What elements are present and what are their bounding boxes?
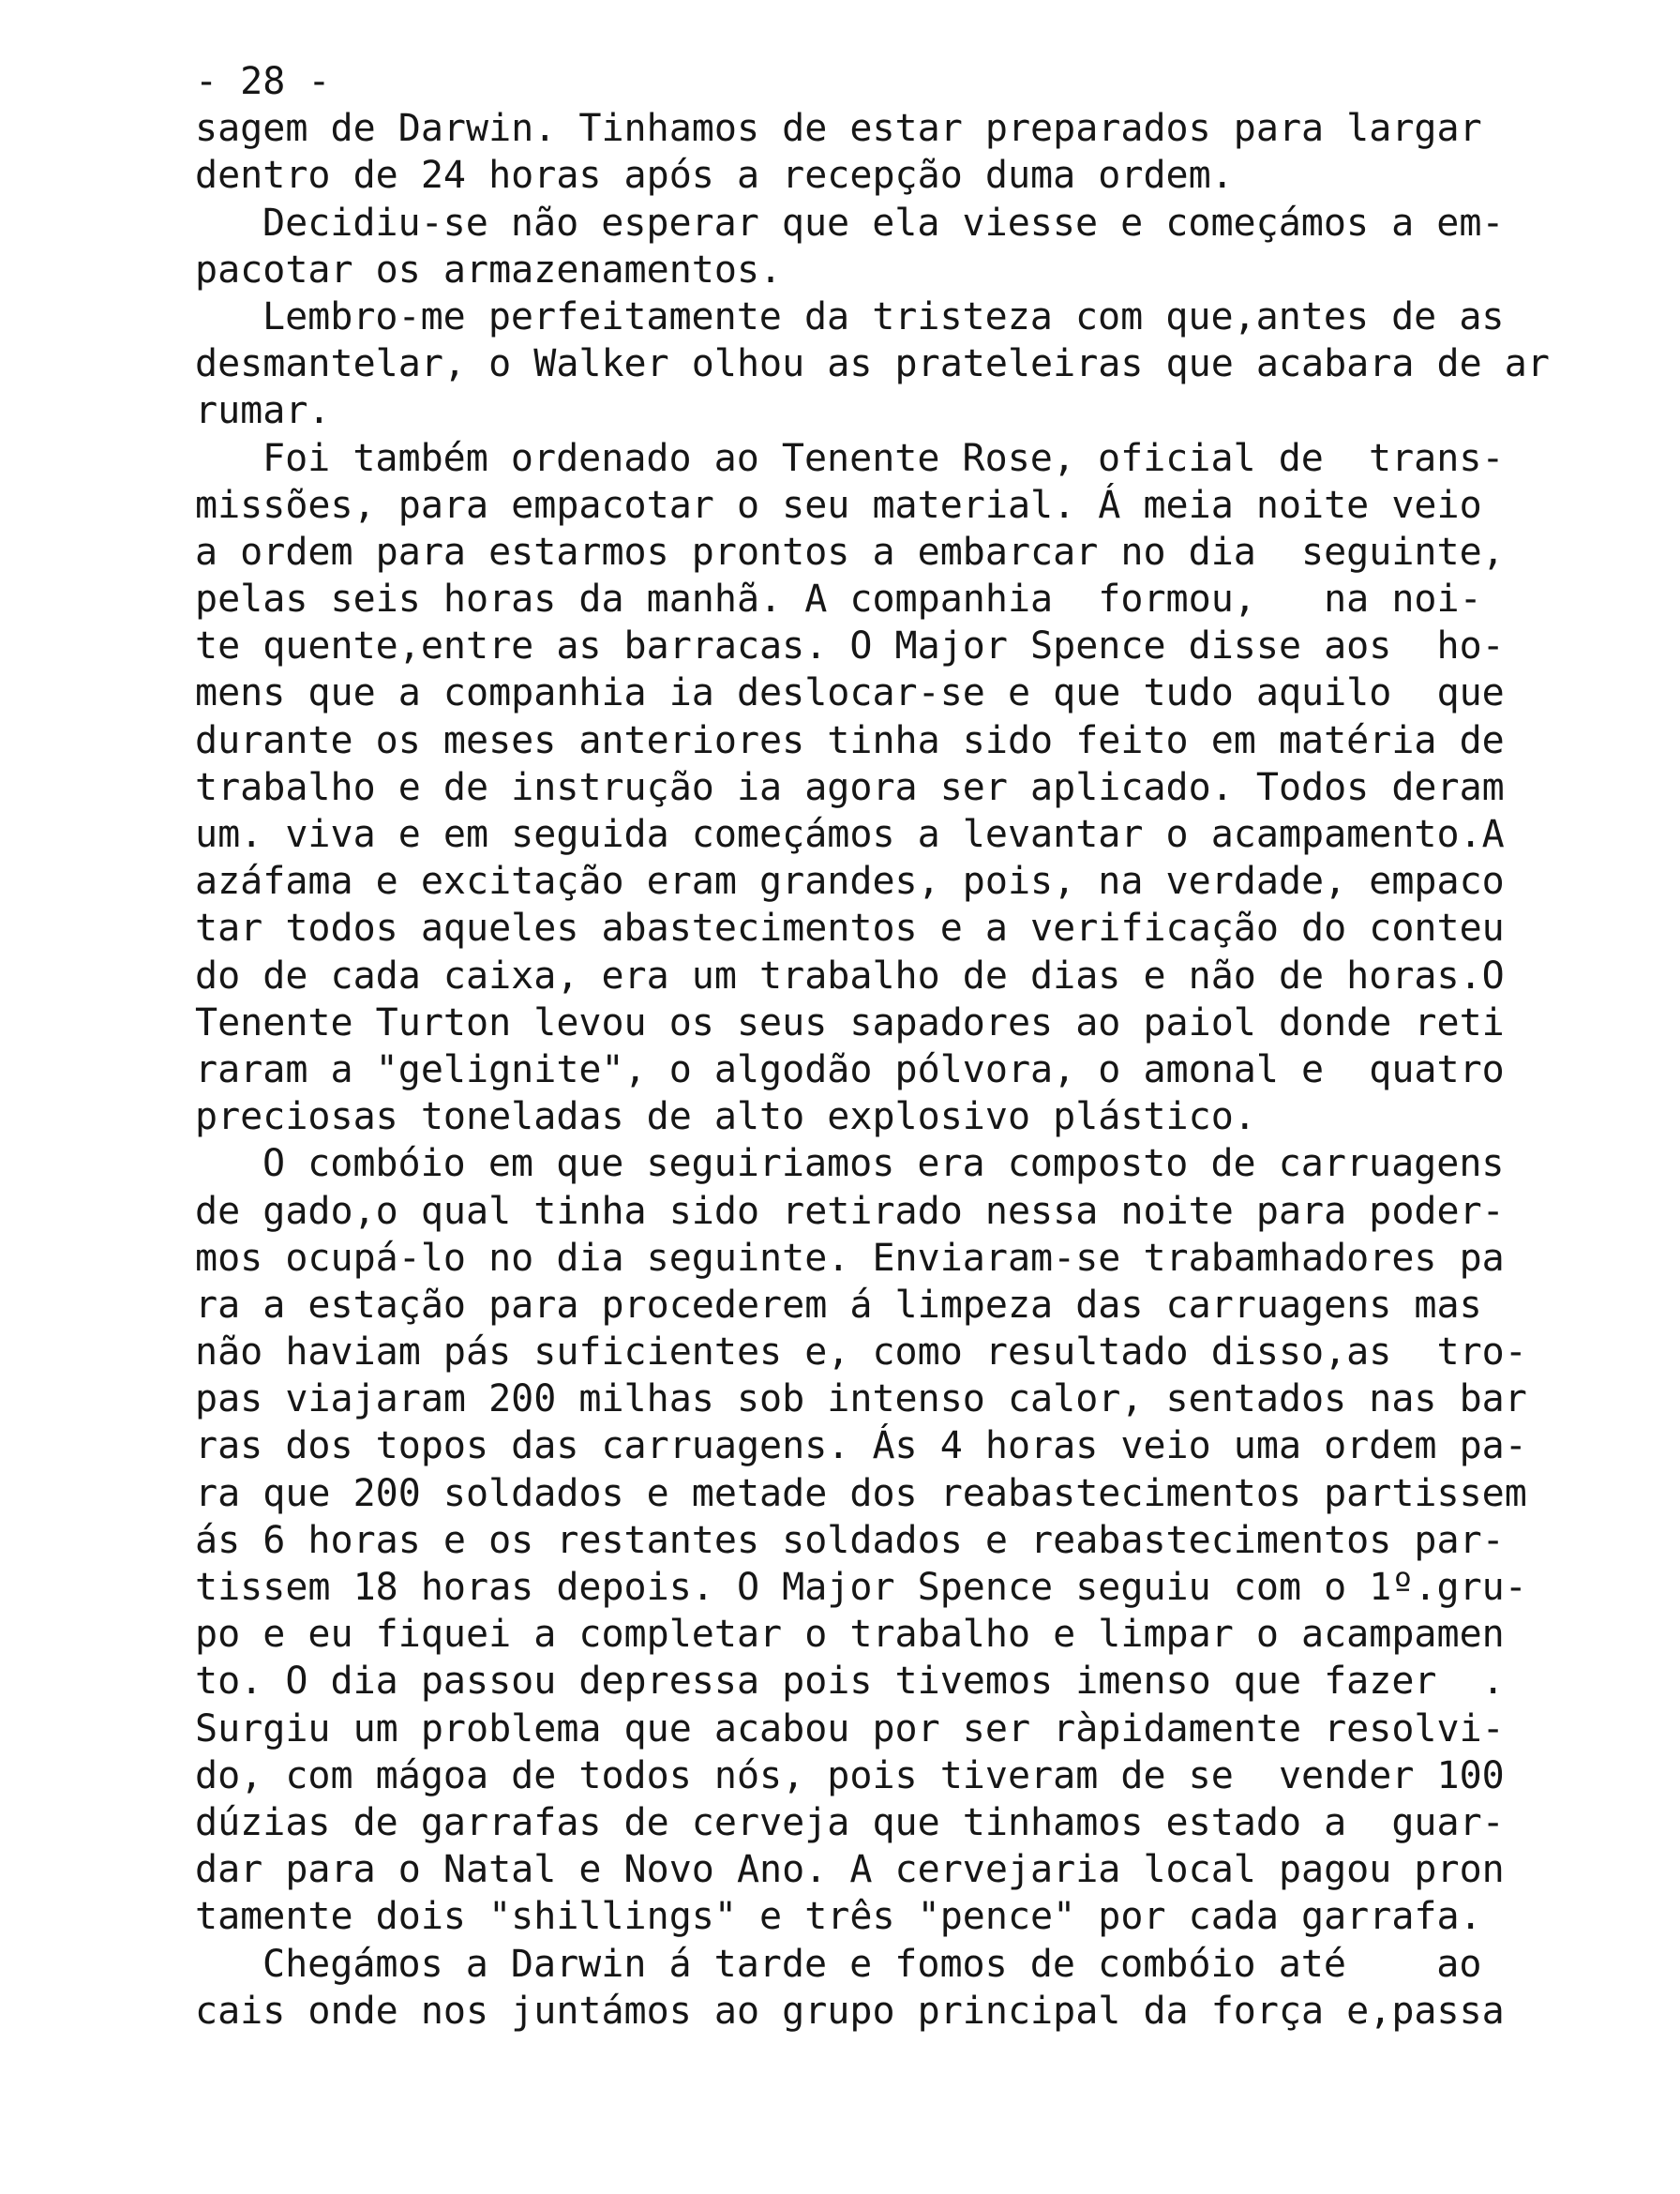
text-line: preciosas toneladas de alto explosivo plástico. <box>195 1095 1256 1139</box>
text-line: Foi também ordenado ao Tenente Rose, oficial de trans- <box>262 436 1505 480</box>
text-line: Decidiu-se não esperar que ela viesse e começámos a em- <box>262 201 1505 245</box>
text-line: ra a estação para procederem á limpeza das carruagens mas <box>195 1283 1482 1327</box>
page-number: - 28 - <box>195 60 331 103</box>
text-line: não haviam pás suficientes e, como resultado disso,as tro- <box>195 1330 1527 1375</box>
text-line: a ordem para estarmos prontos a embarcar no dia seguinte, <box>195 530 1505 574</box>
text-line: sagem de Darwin. Tinhamos de estar preparados para largar <box>195 107 1482 151</box>
text-line: Chegámos a Darwin á tarde e fomos de combóio até ao <box>262 1942 1482 1986</box>
text-line: raram a "gelignite", o algodão pólvora, o amonal e quatro <box>195 1047 1505 1091</box>
text-line: rumar. <box>195 389 331 433</box>
text-line: dar para o Natal e Novo Ano. A cervejaria local pagou pron <box>195 1848 1505 1892</box>
text-line: dentro de 24 horas após a recepção duma ordem. <box>195 154 1234 198</box>
text-line: tamente dois "shillings" e três "pence" por cada garrafa. <box>195 1895 1482 1939</box>
text-line: tissem 18 horas depois. O Major Spence seguiu com o 1º.gru- <box>195 1566 1527 1609</box>
text-line: mens que a companhia ia deslocar-se e que tudo aquilo que <box>195 671 1505 715</box>
text-line: ás 6 horas e os restantes soldados e reabastecimentos par- <box>195 1518 1505 1562</box>
text-line: azáfama e excitação eram grandes, pois, na verdade, empaco <box>195 860 1505 904</box>
body-text <box>195 105 1573 2035</box>
text-line: to. O dia passou depressa pois tivemos imenso que fazer . <box>195 1660 1505 1704</box>
typed-page <box>195 58 1573 2035</box>
text-line: cais onde nos juntámos ao grupo principal da força e,passa <box>195 1989 1505 2033</box>
text-line: do, com mágoa de todos nós, pois tiveram de se vender 100 <box>195 1753 1505 1797</box>
text-line: do de cada caixa, era um trabalho de dias e não de horas.O <box>195 954 1505 998</box>
text-line: Lembro-me perfeitamente da tristeza com que,antes de as <box>262 294 1505 338</box>
text-line: desmantelar, o Walker olhou as prateleiras que acabara de ar <box>195 342 1550 386</box>
text-line: Tenente Turton levou os seus sapadores ao paiol donde reti <box>195 1000 1505 1044</box>
text-line: missões, para empacotar o seu material. Á meia noite veio <box>195 483 1482 527</box>
text-line: dúzias de garrafas de cerveja que tinhamos estado a guar- <box>195 1800 1505 1844</box>
text-line: trabalho e de instrução ia agora ser aplicado. Todos deram <box>195 765 1505 809</box>
text-line: ras dos topos das carruagens. Ás 4 horas veio uma ordem pa- <box>195 1424 1527 1468</box>
text-line: durante os meses anteriores tinha sido feito em matéria de <box>195 718 1505 762</box>
text-line: te quente,entre as barracas. O Major Spence disse aos ho- <box>195 624 1505 669</box>
text-line: um. viva e em seguida começámos a levantar o acampamento.A <box>195 813 1505 856</box>
text-line: tar todos aqueles abastecimentos e a verificação do conteu <box>195 907 1505 951</box>
text-line: de gado,o qual tinha sido retirado nessa noite para poder- <box>195 1189 1505 1233</box>
text-line: pelas seis horas da manhã. A companhia formou, na noi- <box>195 578 1482 622</box>
text-line: mos ocupá-lo no dia seguinte. Enviaram-se trabamhadores pa <box>195 1236 1505 1280</box>
text-line: ra que 200 soldados e metade dos reabastecimentos partissem <box>195 1471 1527 1515</box>
text-line: pas viajaram 200 milhas sob intenso calor, sentados nas bar <box>195 1377 1527 1421</box>
text-line: O combóio em que seguiriamos era composto de carruagens <box>262 1142 1505 1186</box>
text-line: po e eu fiquei a completar o trabalho e limpar o acampamen <box>195 1613 1505 1657</box>
text-line: Surgiu um problema que acabou por ser ràpidamente resolvi- <box>195 1706 1505 1751</box>
text-line: pacotar os armazenamentos. <box>195 248 783 292</box>
